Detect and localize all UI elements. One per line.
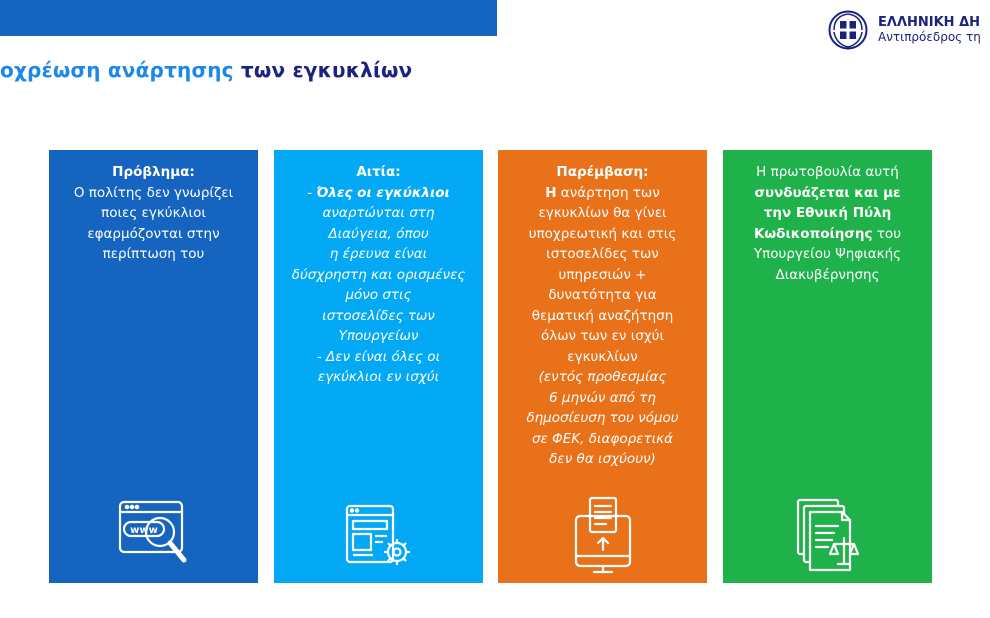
intervention-note-line: 6 μηνών από τη bbox=[549, 389, 656, 406]
intervention-note-line: (εντός προθεσμίας bbox=[538, 369, 667, 385]
slide-title bbox=[0, 58, 412, 82]
intervention-note-line: δεν θα ισχύουν) bbox=[549, 451, 656, 467]
slide-title-accent: οχρέωση ανάρτησης bbox=[0, 58, 234, 82]
cause-line: αναρτώνται στη bbox=[322, 205, 435, 221]
cause-line: - Δεν είναι όλες οι bbox=[316, 348, 441, 365]
web-settings-icon bbox=[341, 502, 417, 574]
legal-documents-icon bbox=[792, 496, 864, 576]
intervention-card bbox=[498, 150, 707, 583]
intervention-line: όλων των εν ισχύι bbox=[540, 328, 665, 344]
web-search-icon-label: www bbox=[129, 525, 158, 536]
ministry-logo bbox=[826, 10, 981, 50]
note-line: την Εθνική Πύλη bbox=[763, 205, 892, 221]
intervention-line: υποχρεωτική και στις bbox=[528, 225, 677, 242]
cause-line: - Όλες οι εγκύκλιοι bbox=[307, 184, 450, 201]
problem-line: εφαρμόζονται στην bbox=[87, 225, 220, 242]
cause-card bbox=[274, 150, 483, 583]
problem-card bbox=[49, 150, 258, 583]
note-line: Διακυβέρνησης bbox=[775, 266, 880, 283]
note-line: Υπουργείου Ψηφιακής bbox=[753, 246, 902, 262]
intervention-line: υπηρεσιών + bbox=[558, 266, 647, 283]
greek-emblem-icon bbox=[826, 10, 870, 50]
cause-line: Διαύγεια, όπου bbox=[328, 225, 429, 242]
web-search-icon bbox=[114, 498, 194, 576]
cause-line: εγκύκλιοι εν ισχύι bbox=[317, 369, 440, 385]
note-line: Η πρωτοβουλία αυτή bbox=[756, 164, 899, 180]
problem-heading: Πρόβλημα: bbox=[112, 164, 195, 180]
cause-line: δύσχρηστη και ορισμένες bbox=[291, 266, 466, 283]
cause-line: Υπουργείων bbox=[338, 328, 419, 344]
intervention-heading: Παρέμβαση: bbox=[556, 164, 649, 180]
top-banner-bar bbox=[0, 0, 497, 36]
cause-line: ιστοσελίδες των bbox=[322, 307, 435, 324]
logo-subtitle: Αντιπρόεδρος τη bbox=[878, 30, 981, 44]
intervention-line: Η ανάρτηση των bbox=[545, 184, 660, 201]
problem-line: Ο πολίτης δεν γνωρίζει bbox=[73, 184, 234, 201]
problem-line: ποιες εγκύκλιοι bbox=[101, 205, 206, 221]
logo-name: ΕΛΛΗΝΙΚΗ ΔΗ bbox=[878, 15, 981, 30]
cause-line: η έρευνα είναι bbox=[329, 246, 428, 262]
document-upload-icon bbox=[568, 494, 638, 578]
intervention-line: ιστοσελίδες των bbox=[546, 246, 659, 262]
slide-title-rest: των εγκυκλίων bbox=[233, 58, 413, 82]
cause-line: μόνο στις bbox=[345, 287, 412, 303]
intervention-line: δυνατότητα για bbox=[548, 287, 657, 303]
cause-heading: Αιτία: bbox=[356, 164, 401, 180]
problem-line: περίπτωση του bbox=[102, 246, 205, 262]
intervention-line: εγκυκλίων θα γίνει bbox=[538, 205, 667, 221]
intervention-note-line: δημοσίευση του νόμου bbox=[526, 410, 679, 426]
note-line: συνδυάζεται και με bbox=[754, 184, 901, 201]
intervention-line: εγκυκλίων bbox=[567, 348, 638, 365]
note-line: Κωδικοποίησης του bbox=[753, 225, 902, 242]
note-card bbox=[723, 150, 932, 583]
intervention-note-line: σε ΦΕΚ, διαφορετικά bbox=[531, 430, 674, 447]
intervention-line: θεματική αναζήτηση bbox=[531, 307, 674, 324]
